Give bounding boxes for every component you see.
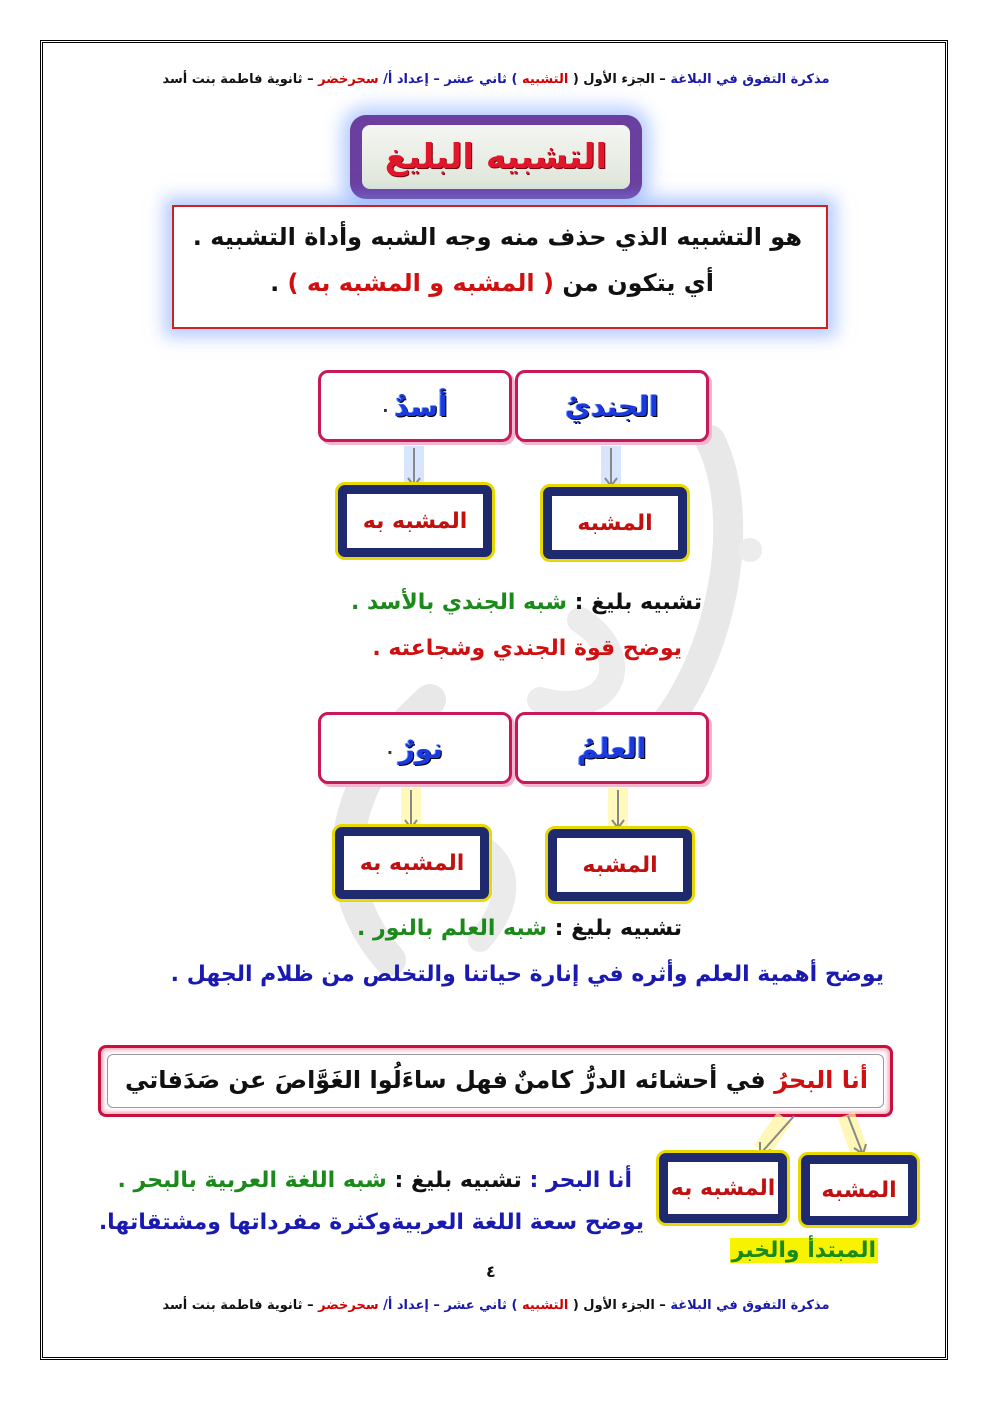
example2-subject-label: المشبه <box>557 838 683 892</box>
definition-box <box>172 205 828 329</box>
example2-subject-label-box <box>545 826 695 904</box>
footer-grade: ) ثاني عشر – إعداد أ/ <box>383 1298 518 1313</box>
page-number: ٤ <box>486 1262 496 1281</box>
definition-components: ( المشبه و المشبه به ) <box>287 269 554 297</box>
header-book-title: مذكرة التفوق في البلاغة <box>670 72 830 87</box>
example1-effect: يوضح قوة الجندي وشجاعته . <box>372 636 682 661</box>
verse-box <box>98 1045 893 1117</box>
example3-subject-label-box <box>798 1152 920 1228</box>
header-school: – ثانوية فاطمة بنت أسد <box>162 72 314 87</box>
page-title: التشبيه البليغ <box>362 125 630 189</box>
header-part: – الجزء الأول ( <box>572 72 666 87</box>
example1-object-label-box <box>335 482 495 560</box>
footer-school: – ثانوية فاطمة بنت أسد <box>162 1298 314 1313</box>
example2-subject-box: العلمُ <box>515 712 709 784</box>
example3-explanation <box>118 1168 632 1193</box>
title-frame <box>350 115 642 199</box>
footer-book-title: مذكرة التفوق في البلاغة <box>670 1298 830 1313</box>
example2-explanation <box>357 916 682 941</box>
example2-object-label-box <box>332 824 492 902</box>
example2-type: تشبيه بليغ : <box>554 916 682 941</box>
page-footer <box>60 1298 932 1313</box>
example3-head: أنا البحر : <box>529 1168 632 1193</box>
example3-object-label-box <box>656 1150 790 1226</box>
example2-effect: يوضح أهمية العلم وأثره في إنارة حياتنا والتخلص من ظلام الجهل . <box>170 962 884 987</box>
definition-line-1: هو التشبيه الذي حذف منه وجه الشبه وأداة التشبيه . <box>192 223 802 251</box>
example1-subject-label: المشبه <box>552 496 678 550</box>
example2-object-word: نورٌ <box>398 731 444 765</box>
definition-period: . <box>270 269 280 297</box>
definition-prefix: أي يتكون من <box>562 269 714 297</box>
example1-explanation <box>351 590 702 615</box>
example3-subject-label: المشبه <box>810 1164 908 1216</box>
verse-first-rest: في أحشائه الدرُّ كامنٌ <box>513 1066 766 1094</box>
header-author: سحرخضر <box>318 72 379 87</box>
example1-object-word: أسدٌ <box>394 389 448 423</box>
example3-effect: يوضح سعة اللغة العربيةوكثرة مفرداتها ومشتقاتها. <box>98 1210 644 1235</box>
grammar-note <box>730 1238 878 1263</box>
verse-first-hemistich <box>514 1066 868 1094</box>
example1-type: تشبيه بليغ : <box>574 590 702 615</box>
example2-explain: شبه العلم بالنور . <box>357 916 547 941</box>
example1-object-dot: . <box>382 396 389 416</box>
example1-object-box <box>318 370 512 442</box>
footer-author: سحرخضر <box>318 1298 379 1313</box>
footer-topic: التشبيه <box>521 1298 569 1313</box>
footer-part: – الجزء الأول ( <box>572 1298 666 1313</box>
example2-object-dot: . <box>386 738 393 758</box>
example1-subject-box: الجنديُ <box>515 370 709 442</box>
definition-line-2 <box>270 269 714 297</box>
page-header <box>60 72 932 87</box>
example1-subject-label-box <box>540 484 690 562</box>
header-topic: التشبيه <box>521 72 569 87</box>
example1-explain: شبه الجندي بالأسد . <box>350 590 567 615</box>
example3-type: تشبيه بليغ : <box>394 1168 522 1193</box>
example3-explain: شبه اللغة العربية بالبحر . <box>117 1168 387 1193</box>
example2-object-label: المشبه به <box>344 836 480 890</box>
example1-object-label: المشبه به <box>347 494 483 548</box>
verse-highlight: أنا البحرُ <box>774 1066 868 1094</box>
example2-object-box <box>318 712 512 784</box>
verse-second-hemistich: فهل ساءَلُوا الغَوَّاصَ عن صَدَفاتي <box>125 1066 508 1094</box>
example3-object-label: المشبه به <box>668 1162 778 1214</box>
grammar-label: المبتدأ والخبر <box>731 1238 876 1263</box>
header-grade: ) ثاني عشر – إعداد أ/ <box>383 72 518 87</box>
